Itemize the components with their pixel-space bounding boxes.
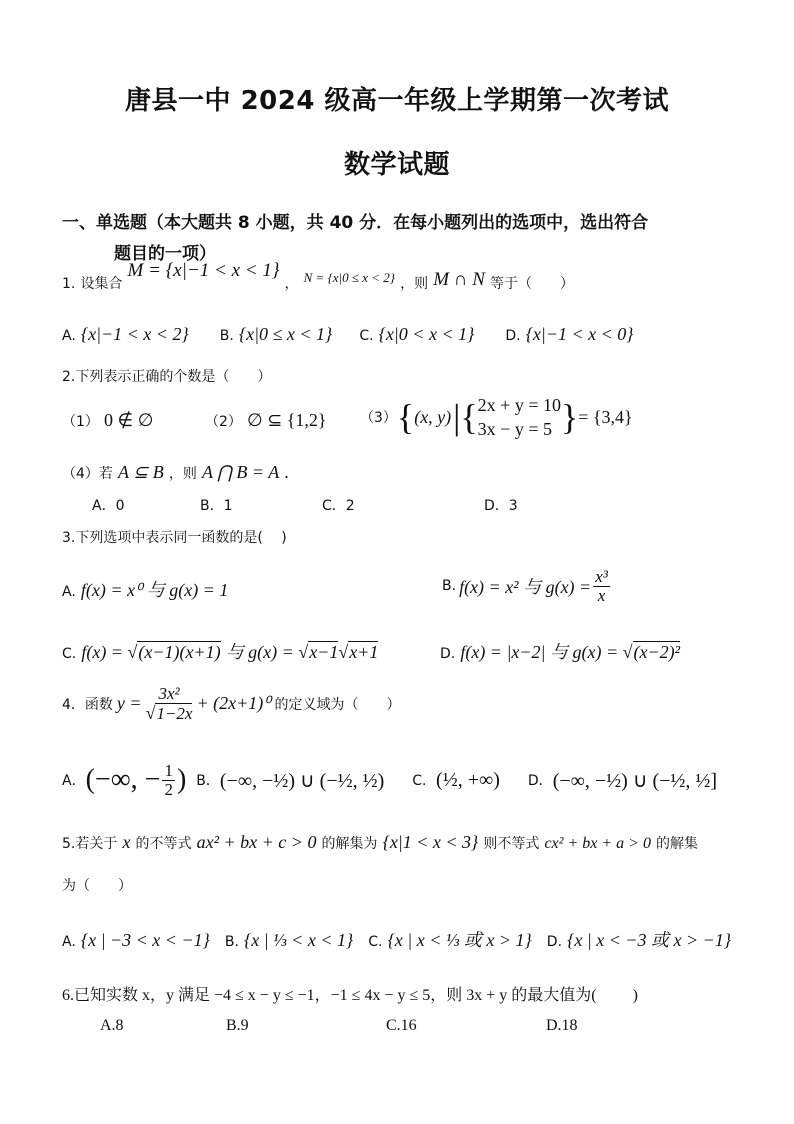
q1-sep: ， — [284, 276, 299, 292]
q4-y: y = — [116, 693, 142, 714]
q3-option-d-radicand: (x−2)² — [633, 642, 681, 662]
exam-title: 唐县一中 2024 级高一年级上学期第一次考试 — [125, 86, 669, 116]
fraction-numerator: 1 — [164, 761, 173, 780]
q3-option-c-mid: 与 g(x) = — [225, 642, 299, 662]
q3-option-c-f: f(x) = — [81, 642, 128, 662]
q5-option-b-label: B. — [224, 934, 239, 950]
q5-solution-set: {x|1 < x < 3} — [382, 832, 479, 852]
q3-option-c-g2: x+1 — [349, 642, 379, 662]
q5-option-d: {x | x < −3 或 x > −1} — [567, 930, 732, 950]
q3-option-b — [442, 568, 612, 605]
q4-option-a-fraction — [162, 762, 175, 799]
q4-number: 4． — [62, 696, 85, 713]
q4-option-c: (½, +∞) — [436, 768, 500, 791]
q5-var: x — [122, 832, 131, 852]
q2-item-4-cond: A ⊆ B — [118, 462, 164, 482]
q2-item-4 — [62, 462, 289, 483]
q3-option-b-label: B. — [442, 578, 457, 595]
q2-option-d: D．3 — [484, 498, 518, 514]
q5-options — [62, 926, 731, 952]
q3-option-b-expr: f(x) = x² 与 g(x) = — [459, 577, 592, 598]
q1-option-b: {x|0 ≤ x < 1} — [238, 324, 333, 344]
question-5 — [62, 832, 698, 853]
fraction-denominator: 1−2x — [156, 703, 193, 723]
q1-number: 1. — [62, 276, 76, 292]
q1-option-a-label: A. — [62, 328, 76, 344]
q5-text-b: 的不等式 — [135, 836, 192, 852]
fraction-denominator: 2 — [164, 779, 173, 799]
q6-option-d: D.18 — [546, 1017, 578, 1034]
q5-option-b: {x | ⅓ < x < 1} — [244, 930, 354, 950]
question-4 — [62, 685, 400, 723]
q1-mid: ，则 — [400, 276, 429, 292]
q3-option-a-label: A. — [62, 584, 76, 600]
q1-options — [62, 324, 633, 345]
fraction-numerator: 3x² — [158, 684, 180, 703]
q3-stem: 3.下列选项中表示同一函数的是( ) — [62, 530, 287, 546]
q5-ineq-1: ax² + bx + c > 0 — [196, 832, 317, 852]
equation-2: 3x − y = 5 — [477, 419, 552, 440]
q6-option-a: A.8 — [100, 1017, 124, 1034]
q2-item-4-label: （4）若 — [62, 466, 113, 482]
q3-option-a-expr: f(x) = x⁰ 与 g(x) = 1 — [80, 580, 229, 600]
q5-option-d-label: D. — [546, 934, 563, 950]
sqrt-icon: √ — [127, 642, 138, 662]
q2-option-a: A．0 — [92, 498, 125, 514]
right-brace: } — [560, 397, 579, 438]
q3-option-a — [62, 576, 228, 602]
sqrt-icon: √ — [338, 642, 349, 662]
q1-option-c-label: C. — [359, 328, 374, 344]
q2-item-3-result: = {3,4} — [578, 406, 633, 427]
q1-expr: M ∩ N — [433, 269, 485, 290]
q5-text-e: 的解集 — [656, 836, 699, 852]
section-heading-cont: 题目的一项） — [114, 244, 216, 264]
q2-item-2-expr: ∅ ⊆ {1,2} — [247, 410, 327, 430]
q5-option-a-label: A. — [62, 934, 76, 950]
q4-option-a-close: ) — [176, 764, 187, 796]
q4-option-b: (−∞, −½) ∪ (−½, ½) — [219, 769, 385, 792]
q4-option-b-label: B． — [196, 773, 220, 790]
q5-text-d: 则不等式 — [483, 836, 540, 852]
q4-suffix: 的定义域为（ ） — [274, 696, 401, 713]
q1-suffix: 等于（ ） — [490, 276, 575, 292]
q6-option-b: B.9 — [226, 1017, 249, 1034]
q5-ineq-2: cx² + bx + a > 0 — [544, 835, 651, 852]
q3-option-b-fraction — [593, 568, 610, 605]
q2-item-3-label: （3） — [360, 410, 397, 427]
divider-bar: | — [453, 397, 461, 438]
q4-option-d-label: D． — [527, 773, 553, 790]
equation-1: 2x + y = 10 — [477, 395, 561, 415]
q3-option-c — [62, 638, 378, 664]
q2-item-4-end: . — [284, 462, 289, 482]
q6-stem: 6.已知实数 x，y 满足 −4 ≤ x − y ≤ −1，−1 ≤ 4x − y ≤ 5，则 3x + y 的最大值为( ) — [62, 987, 638, 1004]
q2-item-3 — [360, 393, 633, 442]
q5-option-a: {x | −3 < x < −1} — [80, 930, 210, 950]
q4-options — [62, 762, 717, 799]
q3-option-d-f: f(x) = |x−2| 与 g(x) = — [460, 642, 623, 662]
q3-option-c-label: C. — [62, 646, 77, 662]
q4-option-d: (−∞, −½) ∪ (−½, ½] — [552, 769, 718, 792]
q5-text-c: 的解集为 — [321, 836, 378, 852]
q2-option-c: C．2 — [322, 498, 355, 514]
q1-option-a: {x|−1 < x < 2} — [80, 324, 189, 344]
q2-item-3-pair: (x, y) — [414, 406, 452, 427]
q2-stem: 2.下列表示正确的个数是（ ） — [62, 369, 272, 385]
q5-text-a: 5.若关于 — [62, 836, 118, 852]
fraction-denominator: x — [597, 585, 606, 605]
q6-option-c: C.16 — [386, 1017, 417, 1034]
q4-option-a-label: A． — [62, 773, 86, 790]
q2-item-2-label: （2） — [205, 414, 242, 430]
left-brace: { — [396, 397, 415, 438]
q5-option-c: {x | x < ⅓ 或 x > 1} — [387, 930, 532, 950]
sqrt-icon: √ — [298, 642, 309, 662]
equation-system — [478, 393, 561, 442]
q2-item-4-conclusion: A ⋂ B = A — [201, 462, 280, 482]
system-brace: { — [460, 397, 478, 438]
q4-prefix: 函数 — [84, 696, 113, 713]
q1-option-b-label: B. — [219, 328, 234, 344]
q2-item-2 — [205, 410, 327, 431]
q2-item-4-mid: ，则 — [168, 466, 197, 482]
q4-term: + (2x+1)⁰ — [196, 693, 271, 714]
fraction-numerator: x³ — [595, 567, 608, 586]
q4-option-c-label: C． — [412, 773, 437, 790]
q2-item-1-expr: 0 ∉ ∅ — [104, 410, 154, 430]
q1-option-d: {x|−1 < x < 0} — [525, 324, 634, 344]
q2-item-1 — [62, 410, 153, 431]
sqrt-icon: √ — [145, 702, 156, 723]
question-1 — [62, 260, 575, 294]
sqrt-icon: √ — [622, 642, 633, 662]
q1-prefix: 设集合 — [80, 276, 123, 292]
q1-option-d-label: D. — [505, 328, 521, 344]
section-heading: 一、单选题（本大题共 8 小题，共 40 分．在每小题列出的选项中，选出符合 — [62, 213, 649, 233]
q5-text-cont: 为（ ） — [62, 878, 132, 894]
exam-subtitle: 数学试题 — [343, 150, 450, 180]
q3-option-d-label: D. — [440, 646, 456, 662]
q3-option-d — [440, 638, 680, 664]
q3-option-c-radicand: (x−1)(x+1) — [138, 642, 221, 662]
q5-option-c-label: C. — [368, 934, 383, 950]
q2-item-1-label: （1） — [62, 414, 99, 430]
q3-option-c-g1: x−1 — [309, 642, 339, 662]
q1-set-m: M = {x|−1 < x < 1} — [127, 260, 280, 281]
q1-option-c: {x|0 < x < 1} — [378, 324, 475, 344]
q2-option-b: B．1 — [200, 498, 233, 514]
q4-fraction — [144, 685, 195, 723]
q1-set-n: N = {x|0 ≤ x < 2} — [303, 270, 396, 285]
q4-option-a-open: (−∞, − — [85, 764, 161, 796]
